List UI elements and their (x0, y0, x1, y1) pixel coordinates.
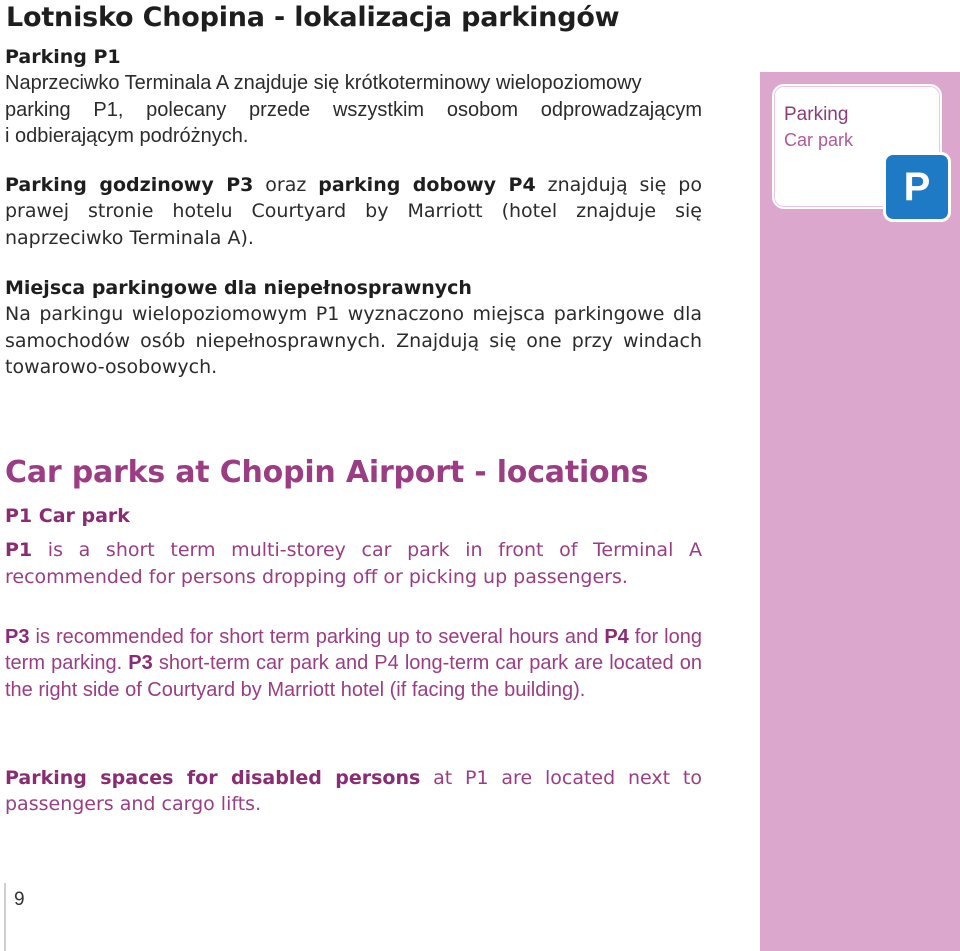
sidebar-title: Parking (784, 104, 849, 125)
english-p3-p4-text: short-term car park and P4 long-term car park are located on the right side of Courtyard by Marriott hotel (if facing the building). (5, 652, 702, 701)
english-p1-paragraph (5, 537, 702, 590)
english-disabled-paragraph (5, 765, 702, 818)
english-p1-heading: P1 Car park (5, 505, 130, 527)
english-p3-label-2: P3 (128, 652, 153, 675)
sidebar-panel (760, 72, 960, 951)
english-p4-label: P4 (604, 626, 629, 648)
english-p3-p4-section (5, 624, 702, 703)
english-p3-label: P3 (5, 626, 30, 648)
english-disabled-section (5, 765, 702, 818)
polish-p3-p4-section (5, 172, 702, 251)
page-number: 9 (14, 889, 25, 910)
polish-p3-connector: oraz (253, 174, 319, 196)
polish-p3-p4-paragraph (5, 172, 702, 251)
english-p1-text: is a short term multi-storey car park in front of Terminal A recommended for persons dropping off or picking up passengers. (5, 539, 702, 588)
polish-p1-section (5, 44, 702, 149)
parking-sign-icon: P (883, 152, 951, 222)
polish-p3-p4-text: znajdują się po prawej stronie hotelu Courtyard by Marriott (hotel znajduje się naprzeciwko Terminala A). (5, 174, 702, 249)
english-p1-section (5, 503, 702, 590)
english-p3-text: is recommended for short term parking up to several hours and (29, 626, 605, 648)
polish-page-title: Lotnisko Chopina - lokalizacja parkingów (6, 2, 620, 33)
polish-p1-line-2: parking P1, polecany przede wszystkim osobom odprowadzającym (5, 98, 702, 121)
polish-p1-line-1: Naprzeciwko Terminala A znajduje się krótkoterminowy wielopoziomowy (5, 72, 642, 95)
english-disabled-text: at P1 are located next to passengers and cargo lifts. (5, 767, 702, 816)
polish-disabled-text: Na parkingu wielopoziomowym P1 wyznaczono miejsca parkingowe dla samochodów osób niepełnosprawnych. Znajdują się one przy windach towarowo-osobowych. (5, 303, 702, 378)
english-page-title: Car parks at Chopin Airport - locations (5, 455, 649, 490)
english-p1-label: P1 (5, 539, 33, 562)
english-disabled-heading: Parking spaces for disabled persons (5, 767, 421, 789)
polish-p1-line-3: i odbierającym podróżnych. (5, 124, 249, 147)
polish-p3-label: Parking godzinowy P3 (5, 174, 254, 196)
sidebar-subtitle: Car park (784, 130, 854, 150)
polish-disabled-heading: Miejsca parkingowe dla niepełnosprawnych (5, 277, 472, 299)
english-p3-p4-paragraph (5, 624, 702, 703)
polish-p1-heading: Parking P1 (5, 46, 121, 68)
page-number-divider (4, 883, 6, 951)
polish-p4-label: parking dobowy P4 (318, 174, 536, 196)
english-p4-text: for long term parking. (5, 626, 702, 675)
polish-disabled-section (5, 275, 702, 380)
